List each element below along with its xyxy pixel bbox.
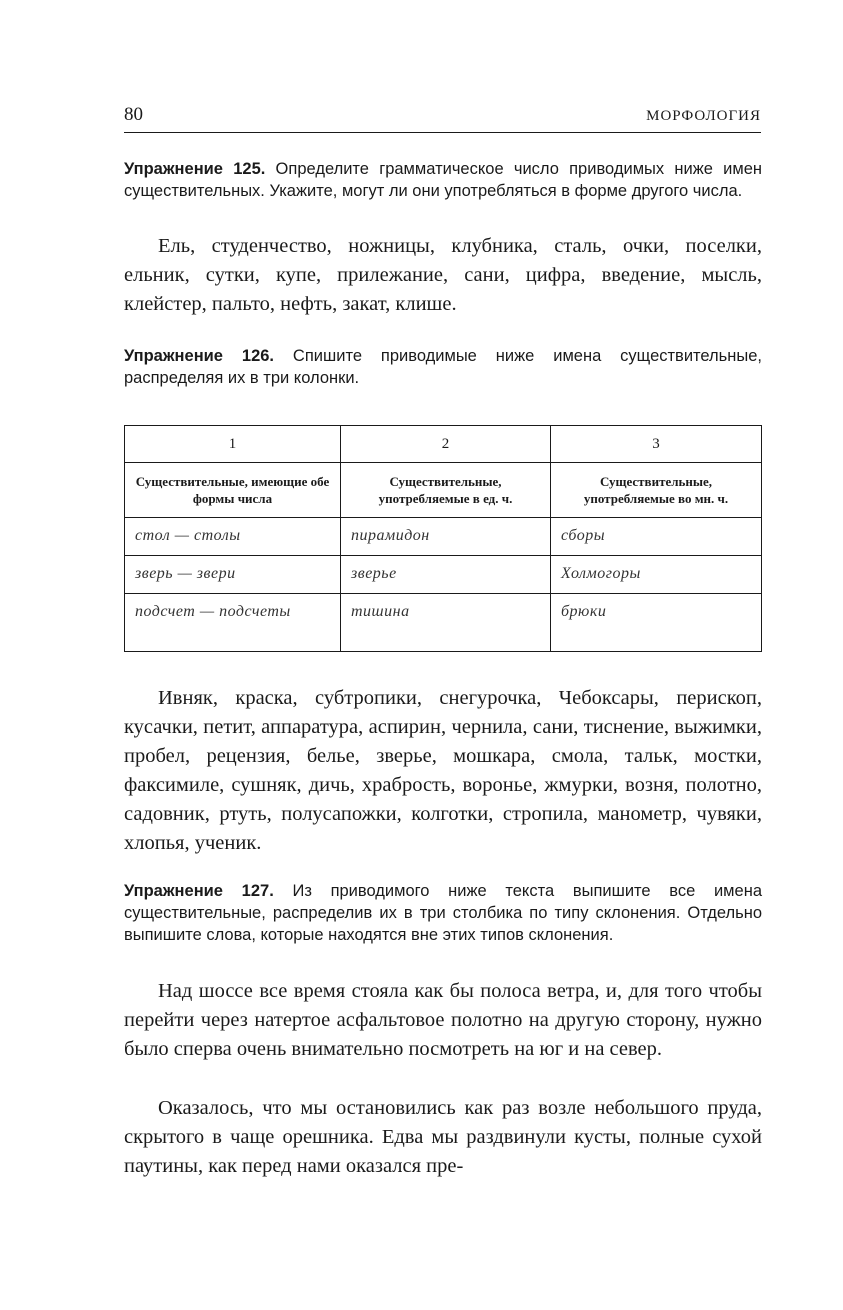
table-row — [125, 556, 762, 594]
exercise-125-words: Ель, студенчество, ножницы, клубника, сталь, очки, поселки, ельник, сутки, купе, прилежание, сани, цифра, введение, мысль, клейстер, пальто, нефть, закат, клише. — [124, 235, 762, 315]
column-number: 3 — [551, 426, 762, 463]
exercise-127-paragraph-1 — [124, 977, 762, 1064]
exercise-125-label: Упражнение 125. — [124, 160, 266, 178]
page-header — [124, 104, 761, 133]
exercise-126-task — [124, 345, 762, 389]
exercise-127-text-1: Над шоссе все время стояла как бы полоса ветра, и, для того чтобы перейти через натертое асфальтовое полотно на другую сторону, нужно было сперва очень внимательно посмотреть на юг и на север. — [124, 980, 762, 1060]
table-cell: стол — столы — [125, 518, 341, 556]
exercise-127-text-2: Оказалось, что мы остановились как раз возле небольшого пруда, скрытого в чаще орешника. Едва мы раздвинули кусты, полные сухой паутины, как перед нами оказался пре- — [124, 1097, 762, 1177]
exercise-126-instruction: Спишите приводимые ниже имена существительные, распределяя их в три колонки. — [124, 347, 762, 387]
exercise-126-words: Ивняк, краска, субтропики, снегурочка, Чебоксары, перископ, кусачки, петит, аппаратура, аспирин, чернила, сани, тиснение, выжимки, пробел, рецензия, белье, зверье, мошкара, смола, тальк, мостки, факсимиле, сушняк, дичь, храбрость, воронье, жмурки, возня, полотно, садовник, ртуть, полусапожки, колготки, стропила, манометр, чувяки, хлопья, ученик. — [124, 687, 762, 854]
table-cell: подсчет — подсчеты — [125, 594, 341, 652]
table-cell: сборы — [551, 518, 762, 556]
table-row — [125, 518, 762, 556]
table-cell: тишина — [341, 594, 551, 652]
table-number-row — [125, 426, 762, 463]
table-cell: брюки — [551, 594, 762, 652]
exercise-127-paragraph-2 — [124, 1094, 762, 1181]
exercise-125-text — [124, 232, 762, 319]
table-row — [125, 594, 762, 652]
column-number: 2 — [341, 426, 551, 463]
exercise-126-text — [124, 684, 762, 858]
column-header: Существительные, употребляемые в ед. ч. — [341, 463, 551, 518]
exercise-126-table — [124, 425, 762, 652]
exercise-127-task — [124, 880, 762, 946]
exercise-126-label: Упражнение 126. — [124, 347, 275, 365]
table-cell: зверь — звери — [125, 556, 341, 594]
table-cell: Холмогоры — [551, 556, 762, 594]
exercise-127-instruction: Из приводимого ниже текста выпишите все имена существительные, распределив их в три столбика по типу склонения. Отдельно выпишите слова, которые находятся вне этих типов склонения. — [124, 882, 762, 944]
table-cell: пирамидон — [341, 518, 551, 556]
exercise-127-label: Упражнение 127. — [124, 882, 274, 900]
column-number: 1 — [125, 426, 341, 463]
table-cell: зверье — [341, 556, 551, 594]
exercise-125-instruction: Определите грамматическое число приводимых ниже имен существительных. Укажите, могут ли они употребляться в форме другого числа. — [124, 160, 762, 200]
column-header: Существительные, имеющие обе формы числа — [125, 463, 341, 518]
column-header: Существительные, употребляемые во мн. ч. — [551, 463, 762, 518]
exercise-125-task — [124, 158, 762, 202]
page-number: 80 — [124, 104, 143, 125]
section-title: МОРФОЛОГИЯ — [646, 108, 761, 124]
table-header-row — [125, 463, 762, 518]
